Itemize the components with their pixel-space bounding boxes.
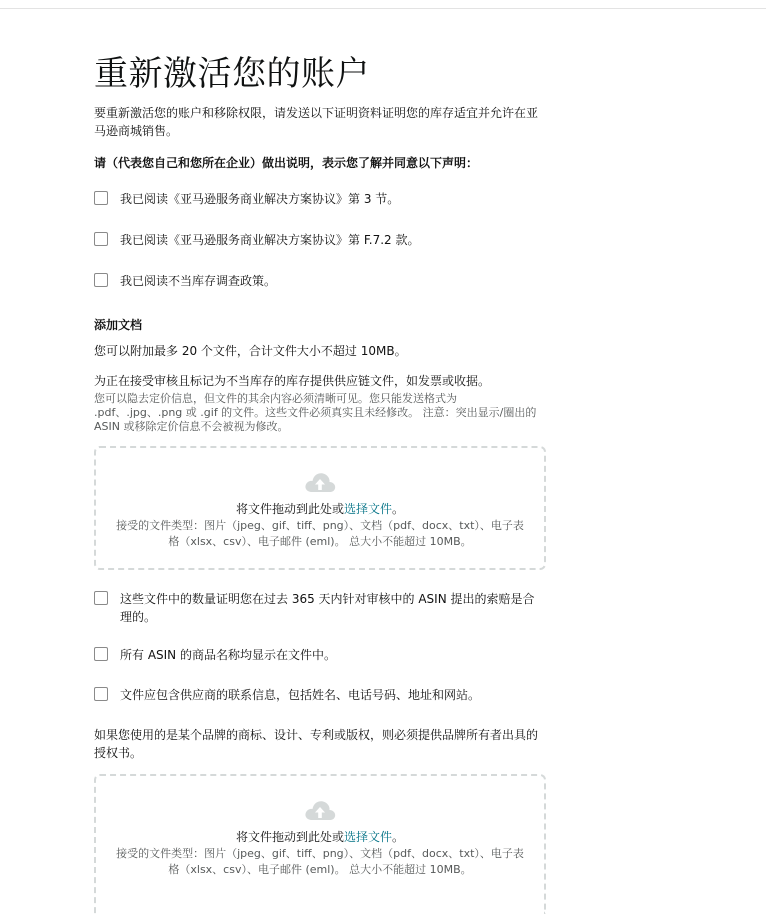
checkbox-label: 我已阅读不当库存调查政策。 xyxy=(120,274,277,288)
cloud-upload-icon xyxy=(303,470,337,494)
checkbox-label: 我已阅读《亚马逊服务商业解决方案协议》第 3 节。 xyxy=(120,192,400,206)
redaction-note: 您可以隐去定价信息，但文件的其余内容必须清晰可见。您只能发送格式为 .pdf、.jpg、.png 或 .gif 的文件。这些文件必须真实且未经修改。 注意：突出显示/圈出的 ASIN 或移除定价信息不会被视为修改。 xyxy=(94,392,537,433)
checkbox-label: 文件应包含供应商的联系信息，包括姓名、电话号码、地址和网站。 xyxy=(120,688,481,702)
declaration-item-section-3 xyxy=(94,190,546,208)
accepted-types-text: 接受的文件类型：图片（jpeg、gif、tiff、png）、文档（pdf、docx、txt）、电子表格（xlsx、csv）、电子邮件 (eml)。 总大小不能超过 10MB。 xyxy=(116,519,524,548)
intro-text: 要重新激活您的账户和移除权限，请发送以下证明资料证明您的库存适宜并允许在亚马逊商城销售。 xyxy=(94,106,539,138)
top-divider xyxy=(0,8,766,9)
checkbox-quantity[interactable] xyxy=(94,591,108,605)
declaration-item-policy xyxy=(94,272,546,290)
drag-text: 将文件拖动到此处或 xyxy=(235,830,344,844)
drag-period: 。 xyxy=(392,502,405,516)
brand-authorization-text: 如果您使用的是某个品牌的商标、设计、专利或版权，则必须提供品牌所有者出具的授权书。 xyxy=(94,728,539,760)
declarations-heading: 请（代表您自己和您所在企业）做出说明，表示您了解并同意以下声明： xyxy=(94,156,479,170)
drag-text: 将文件拖动到此处或 xyxy=(235,502,344,516)
supply-chain-dropzone[interactable] xyxy=(94,446,546,570)
page-title: 重新激活您的账户 xyxy=(94,54,370,94)
select-files-link[interactable]: 选择文件 xyxy=(343,830,392,844)
select-files-link[interactable]: 选择文件 xyxy=(343,502,392,516)
checkbox-label: 所有 ASIN 的商品名称均显示在文件中。 xyxy=(120,648,336,662)
document-check-quantity xyxy=(94,590,546,626)
accepted-types-text: 接受的文件类型：图片（jpeg、gif、tiff、png）、文档（pdf、docx、txt）、电子表格（xlsx、csv）、电子邮件 (eml)。 总大小不能超过 10MB。 xyxy=(116,847,524,876)
reactivate-account-form xyxy=(94,52,546,914)
checkbox-policy[interactable] xyxy=(94,273,108,287)
checkbox-label: 我已阅读《亚马逊服务商业解决方案协议》第 F.7.2 款。 xyxy=(120,233,420,247)
add-documents-heading: 添加文档 xyxy=(94,318,143,332)
drop-instruction xyxy=(96,828,544,846)
cloud-upload-icon xyxy=(303,798,337,822)
checkbox-supplier-contact[interactable] xyxy=(94,687,108,701)
checkbox-asin-names[interactable] xyxy=(94,647,108,661)
brand-authorization-dropzone[interactable] xyxy=(94,774,546,914)
file-limit-text: 您可以附加最多 20 个文件，合计文件大小不超过 10MB。 xyxy=(94,344,407,358)
declaration-item-f72 xyxy=(94,231,546,249)
document-check-asin-names xyxy=(94,646,546,664)
checkbox-label: 这些文件中的数量证明您在过去 365 天内针对审核中的 ASIN 提出的索赔是合理的。 xyxy=(120,592,535,624)
checkbox-section-3[interactable] xyxy=(94,191,108,205)
supply-chain-text: 为正在接受审核且标记为不当库存的库存提供供应链文件，如发票或收据。 xyxy=(94,374,491,388)
checkbox-f72[interactable] xyxy=(94,232,108,246)
drop-instruction xyxy=(96,500,544,518)
document-check-supplier-contact xyxy=(94,686,546,704)
drag-period: 。 xyxy=(392,830,405,844)
